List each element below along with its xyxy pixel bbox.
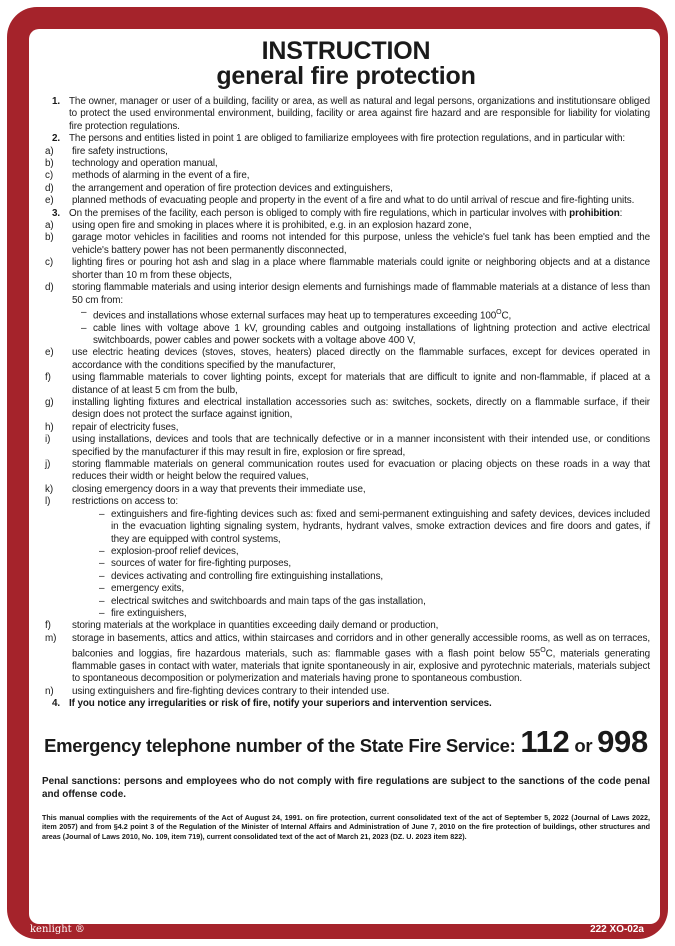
item-number: 4. [51, 698, 60, 710]
dash-text: extinguishers and fire-fighting devices such as: fixed and semi-permanent extinguishing and safety devices, devices included in the evacuation lighting signaling system, hydrants, hydrant valves, smoke extraction devices and fire doors and gates, if they are equipped with control systems, [111, 508, 650, 545]
sub-item [42, 146, 650, 158]
dash-mark: – [81, 306, 87, 318]
sub-item [42, 372, 650, 397]
sub-item [42, 434, 650, 459]
dash-mark: – [99, 508, 105, 520]
dash-mark: – [99, 583, 105, 595]
item-text [69, 208, 650, 220]
sub-item [42, 282, 650, 307]
sub-item [42, 220, 650, 232]
dash-item [42, 307, 650, 323]
sub-item [42, 170, 650, 182]
penal-sanctions: Penal sanctions: persons and employees who do not comply with fire regulations are subject to the sanctions of the code penal and offense code. [42, 775, 650, 800]
sub-item [42, 484, 650, 496]
sub-item [42, 422, 650, 434]
dash-item [42, 546, 650, 558]
dash-mark: – [99, 570, 105, 582]
sub-letter: n) [45, 685, 54, 697]
sub-letter: c) [45, 170, 54, 182]
sub-letter: e) [45, 195, 54, 207]
sub-letter: d) [45, 282, 54, 294]
prohibition-word: prohibition [569, 207, 620, 219]
sub-text: planned methods of evacuating people and property in the event of a fire and what to do until arrival of rescue and fire-fighting units. [72, 195, 635, 207]
sub-text: using flammable materials to cover lighting points, except for materials that are difficult to ignite and non-flammable, if placed at a distance of at least 5 cm from the bulb, [72, 372, 650, 396]
sub-item [42, 158, 650, 170]
footer-bar [7, 923, 668, 937]
sub-letter: f) [45, 620, 51, 632]
sub-text-cont: C, materials generating flammable gases in contact with water, materials that ignite spontaneously in air, explosive and pyrotechnic materials, materials subject to spontaneous decomposition or polymerization and materials having prone to spontaneous combustion. [72, 648, 650, 685]
sub-item [42, 397, 650, 422]
sub-item [42, 257, 650, 282]
sub-text: methods of alarming in the event of a fire, [72, 170, 250, 182]
sub-letter: e) [45, 347, 54, 359]
item-number: 3. [51, 207, 60, 219]
item-number: 2. [51, 133, 60, 145]
sub-text: repair of electricity fuses, [72, 421, 179, 433]
sub-text: using extinguishers and fire-fighting devices contrary to their intended use. [72, 685, 390, 697]
item-text-end: : [619, 207, 623, 219]
sub-letter: f) [45, 372, 51, 384]
dash-text: fire extinguishers, [111, 607, 187, 619]
celsius-suffix: C, [501, 310, 512, 322]
sub-letter: k) [45, 483, 54, 495]
sub-text: garage motor vehicles in facilities and rooms not intended for this purpose, unless the vehicle's fuel tank has been emptied and the vehicle's battery power has not been permanently disconnected, [72, 232, 650, 256]
sub-text: restrictions on access to: [72, 496, 179, 508]
dash-text: emergency exits, [111, 583, 185, 595]
sub-letter: d) [45, 182, 54, 194]
dash-text: electrical switches and switchboards and main taps of the gas installation, [111, 595, 426, 607]
dash-item [42, 323, 650, 348]
sub-text [72, 633, 650, 686]
emergency-number-998: 998 [597, 723, 648, 759]
sub-letter: b) [45, 232, 54, 244]
sub-item [42, 620, 650, 632]
sub-letter: a) [45, 220, 54, 232]
sub-text: installing lighting fixtures and electrical installation accessories such as: switches, sockets, directly on a flammable surface, if their design does not protect the surface against ignition, [72, 397, 650, 421]
sub-item [42, 232, 650, 257]
dash-text: cable lines with voltage above 1 kV, grounding cables and outgoing installations of lightning protection and active electrical switchboards, power cables and power sockets with a voltage above 400 V, [93, 322, 650, 347]
list-item [42, 208, 650, 220]
emergency-or: or [574, 734, 593, 756]
emergency-number-line [42, 725, 650, 763]
sub-text: storing flammable materials and using interior design elements and furnishings made of flammable materials at a distance of less than 50 cm from: [72, 282, 650, 306]
sub-item [42, 347, 650, 372]
sub-text: lighting fires or pouring hot ash and slag in a place where flammable materials could ignite or neighboring objects and at a distance shorter than 10 m from these objects, [72, 257, 650, 281]
dash-item [42, 583, 650, 595]
dash-item [42, 596, 650, 608]
sub-item [42, 195, 650, 207]
product-code: 222 XO-02a [590, 924, 644, 935]
sub-text: storing flammable materials on general communication routes used for evacuation or placing objects on these roads in a way that reduces their width or height below the required values, [72, 459, 650, 483]
sub-letter: a) [45, 145, 54, 157]
dash-text: sources of water for fire-fighting purposes, [111, 558, 292, 570]
dash-mark: – [81, 322, 87, 334]
dash-item [42, 509, 650, 546]
dash-item [42, 608, 650, 620]
sub-text: use electric heating devices (stoves, stoves, heaters) placed directly on the flammable surfaces, except for devices operated in accordance with the conditions specified by the manufacturer, [72, 347, 650, 371]
sub-text: using installations, devices and tools that are technically defective or in a manner inconsistent with their intended use, or conditions specified by the manufacturer if this may result in fire, explosion or fire spread, [72, 434, 650, 458]
dash-mark: – [99, 607, 105, 619]
item-number: 1. [51, 96, 60, 107]
legal-basis: This manual complies with the requirements of the Act of August 24, 1991. on fire protection, current consolidated text of the act of September 5, 2022 (Journal of Laws 2022, item 2057) and from §4.2 point 3 of the Regulation of the Minister of Internal Affairs and Administration of June 7, 2010 on the fire protection of buildings, other structures and areas (Journal of Laws 2010, No. 109, item 719), current consolidated text of the act of March 21, 2023 (DZ. U. 2023 item 822). [42, 812, 650, 841]
item-text: If you notice any irregularities or risk of fire, notify your superiors and intervention services. [69, 698, 492, 710]
list-item [42, 698, 650, 710]
sub-text: fire safety instructions, [72, 145, 168, 157]
brand-logo: kenlight ® [30, 924, 85, 935]
page-title [42, 39, 650, 89]
sub-text: storing materials at the workplace in quantities exceeding daily demand or production, [72, 620, 439, 632]
emergency-label: Emergency telephone number of the State Fire Service: [44, 734, 516, 756]
degree-mark: O [540, 647, 546, 655]
item-text: The owner, manager or user of a building, facility or area, as well as natural and legal persons, organizations and institutionsare obliged to protect the used environmental environment, building, facility or area against fire hazard and are responsible for liability for violating fire protection regulations. [69, 96, 650, 132]
dash-text [93, 307, 650, 323]
sub-letter: l) [45, 496, 51, 508]
sub-text: closing emergency doors in a way that prevents their immediate use, [72, 483, 366, 495]
dash-text: explosion-proof relief devices, [111, 545, 239, 557]
dash-mark: – [99, 545, 105, 557]
degree-mark: O [496, 308, 502, 316]
dash-mark: – [99, 558, 105, 570]
dash-text: devices activating and controlling fire extinguishing installations, [111, 570, 384, 582]
sub-item [42, 183, 650, 195]
sub-item [42, 496, 650, 508]
instruction-list [42, 96, 650, 711]
item-text: The persons and entities listed in point 1 are obliged to familiarize employees with fire protection regulations, and in particular with: [69, 133, 626, 145]
sub-letter: j) [45, 459, 51, 471]
sub-text: technology and operation manual, [72, 158, 218, 170]
sub-item [42, 459, 650, 484]
sub-text: using open fire and smoking in places where it is prohibited, e.g. in an explosion hazard zone, [72, 220, 472, 232]
sub-letter: m) [45, 632, 57, 644]
sub-text: the arrangement and operation of fire protection devices and extinguishers, [72, 182, 393, 194]
list-item [42, 133, 650, 145]
dash-item [42, 571, 650, 583]
item-text-start: On the premises of the facility, each person is obliged to comply with fire regulations, which in particular involves with [69, 207, 570, 219]
sub-letter: h) [45, 421, 54, 433]
sub-letter: c) [45, 257, 54, 269]
sub-letter: b) [45, 158, 54, 170]
dash-text-main: devices and installations whose external surfaces may heat up to temperatures exceeding 100 [93, 310, 497, 322]
sub-letter: g) [45, 397, 54, 409]
sub-item [42, 686, 650, 698]
sub-text-main: storage in basements, attics and attics, within staircases and corridors and in other generally accessible rooms, as well as on terraces, balconies and loggias, fire hazardous materials, such as: flammable gases with a flash point below 55 [72, 632, 650, 660]
list-item [42, 96, 650, 133]
sub-item [42, 633, 650, 686]
dash-item [42, 558, 650, 570]
sub-letter: i) [45, 434, 51, 446]
title-line-1: INSTRUCTION [261, 37, 431, 65]
sign-panel [29, 29, 660, 924]
sign-border [7, 7, 668, 939]
title-line-2: general fire protection [216, 62, 476, 90]
emergency-number-112: 112 [520, 723, 570, 759]
dash-mark: – [99, 595, 105, 607]
